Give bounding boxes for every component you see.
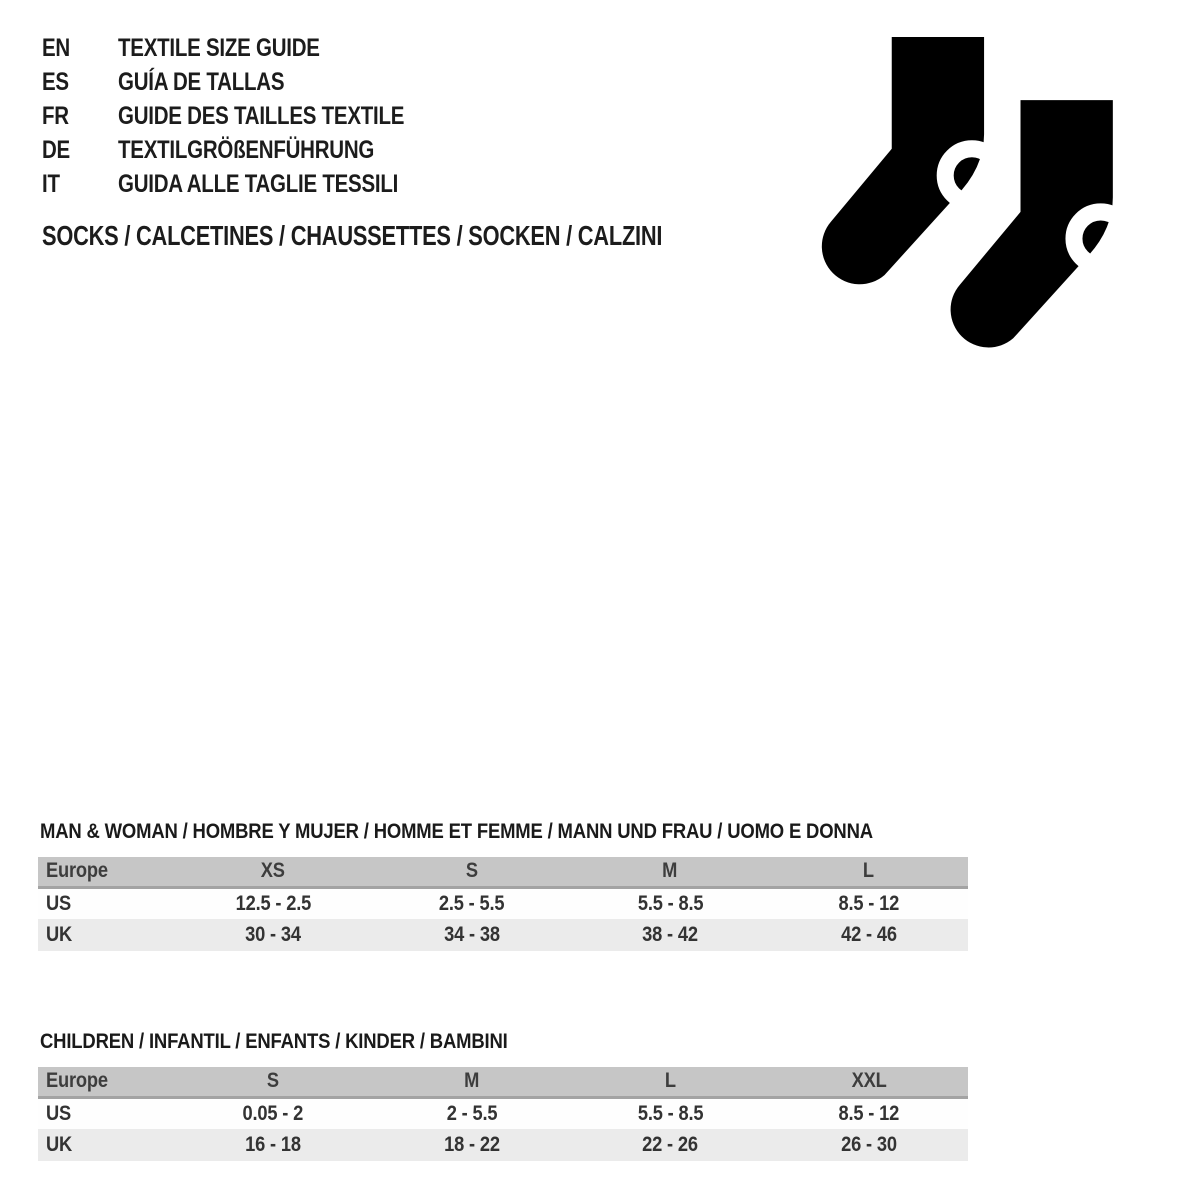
language-legend (42, 31, 467, 201)
size-cell: 42 - 46 (840, 923, 897, 946)
guide-title-it: GUIDA ALLE TAGLIE TESSILI (118, 170, 399, 198)
column-header-l: L (769, 857, 968, 887)
table-row-us (38, 887, 968, 919)
size-cell: 8.5 - 12 (838, 1101, 899, 1125)
row-label-us: US (46, 891, 72, 915)
column-header-s: S (174, 1067, 373, 1097)
size-cell: 2.5 - 5.5 (438, 891, 505, 915)
children-size-table (38, 1067, 968, 1161)
size-cell: 18 - 22 (443, 1133, 500, 1156)
size-cell: 22 - 26 (642, 1133, 698, 1156)
column-header-europe: Europe (38, 857, 174, 887)
row-label-uk: UK (46, 1133, 73, 1156)
size-cell: 30 - 34 (245, 923, 301, 946)
guide-title-de: TEXTILGRÖßENFÜHRUNG (118, 136, 375, 164)
column-header-m: M (571, 857, 770, 887)
table-row-uk (38, 1129, 968, 1161)
row-label-uk: UK (46, 923, 73, 946)
children-section (38, 1030, 968, 1161)
man-woman-section (38, 820, 968, 951)
table-header-row (38, 857, 968, 887)
column-header-l: L (571, 1067, 770, 1097)
column-header-xxl: XXL (769, 1067, 968, 1097)
language-row-es (42, 65, 467, 99)
guide-title-es: GUÍA DE TALLAS (118, 68, 285, 96)
size-cell: 2 - 5.5 (446, 1101, 497, 1125)
table-header-row (38, 1067, 968, 1097)
language-row-en (42, 31, 467, 65)
size-cell: 8.5 - 12 (838, 891, 899, 915)
language-row-it (42, 167, 467, 201)
column-header-xs: XS (174, 857, 373, 887)
language-code: ES (42, 68, 69, 96)
language-row-fr (42, 99, 467, 133)
language-code: FR (42, 102, 69, 130)
language-row-de (42, 133, 467, 167)
category-line: SOCKS / CALCETINES / CHAUSSETTES / SOCKEN / CALZINI (42, 220, 663, 251)
size-cell: 16 - 18 (245, 1133, 301, 1156)
row-label-us: US (46, 1101, 72, 1125)
size-cell: 0.05 - 2 (242, 1101, 304, 1125)
language-code: IT (42, 170, 60, 198)
table-row-uk (38, 919, 968, 951)
socks-icon (814, 32, 1159, 353)
guide-title-en: TEXTILE SIZE GUIDE (118, 34, 320, 62)
size-cell: 38 - 42 (642, 923, 698, 946)
size-cell: 12.5 - 2.5 (235, 891, 311, 915)
column-header-m: M (372, 1067, 571, 1097)
size-cell: 5.5 - 8.5 (637, 1101, 703, 1125)
column-header-s: S (372, 857, 571, 887)
language-code: EN (42, 34, 70, 62)
size-cell: 34 - 38 (443, 923, 500, 946)
guide-title-fr: GUIDE DES TAILLES TEXTILE (118, 102, 405, 130)
language-code: DE (42, 136, 70, 164)
man-woman-table-title: MAN & WOMAN / HOMBRE Y MUJER / HOMME ET FEMME / MANN UND FRAU / UOMO E DONNA (40, 820, 873, 843)
column-header-europe: Europe (38, 1067, 174, 1097)
size-cell: 26 - 30 (840, 1133, 897, 1156)
size-cell: 5.5 - 8.5 (637, 891, 703, 915)
table-row-us (38, 1097, 968, 1129)
man-woman-size-table (38, 857, 968, 951)
children-table-title: CHILDREN / INFANTIL / ENFANTS / KINDER / BAMBINI (40, 1030, 508, 1053)
